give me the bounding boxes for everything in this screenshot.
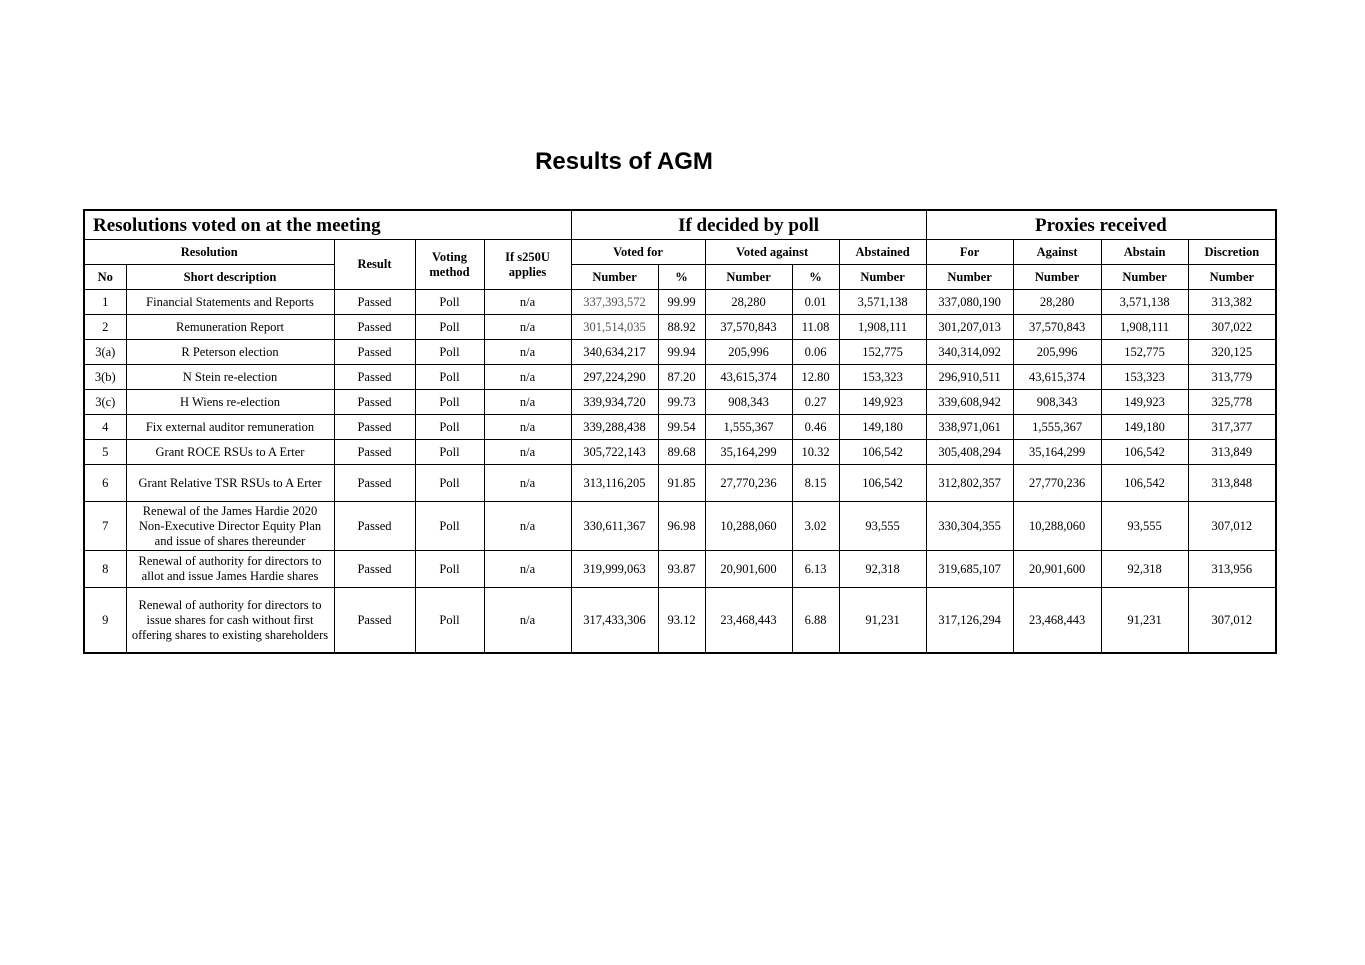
- voting-method-cell: Poll: [415, 315, 484, 340]
- proxy-for-cell: 340,314,092: [926, 340, 1013, 365]
- resolution-no: 3(a): [84, 340, 126, 365]
- proxy-discretion-cell: 313,382: [1188, 290, 1276, 315]
- group-resolutions-header: Resolutions voted on at the meeting: [84, 210, 571, 240]
- proxy-abstain-cell: 106,542: [1101, 465, 1188, 502]
- result-cell: Passed: [334, 315, 415, 340]
- proxy-for-cell: 317,126,294: [926, 588, 1013, 654]
- proxy-discretion-cell: 313,848: [1188, 465, 1276, 502]
- group-proxies-header: Proxies received: [926, 210, 1276, 240]
- proxy-against-cell: 27,770,236: [1013, 465, 1101, 502]
- resolution-description: Renewal of the James Hardie 2020 Non-Executive Director Equity Plan and issue of shares thereunder: [126, 502, 334, 551]
- abstained-number-cell: 93,555: [839, 502, 926, 551]
- voted-against-percent-header: %: [792, 265, 839, 290]
- table-row: [84, 502, 1276, 551]
- voted-for-number-cell: 301,514,035: [571, 315, 658, 340]
- proxy-discretion-cell: 313,849: [1188, 440, 1276, 465]
- voted-against-number-cell: 37,570,843: [705, 315, 792, 340]
- abstained-number-cell: 152,775: [839, 340, 926, 365]
- voted-for-number-cell: 339,934,720: [571, 390, 658, 415]
- resolution-description: R Peterson election: [126, 340, 334, 365]
- voted-against-percent-cell: 0.27: [792, 390, 839, 415]
- voting-method-cell: Poll: [415, 290, 484, 315]
- group-poll-header: If decided by poll: [571, 210, 926, 240]
- result-cell: Passed: [334, 365, 415, 390]
- result-header: Result: [334, 240, 415, 290]
- abstained-number-cell: 149,180: [839, 415, 926, 440]
- voted-for-number-cell: 339,288,438: [571, 415, 658, 440]
- voted-against-number-cell: 205,996: [705, 340, 792, 365]
- table-row: [84, 315, 1276, 340]
- no-header: No: [84, 265, 126, 290]
- resolution-no: 6: [84, 465, 126, 502]
- s250u-cell: n/a: [484, 340, 571, 365]
- proxy-discretion-cell: 317,377: [1188, 415, 1276, 440]
- voted-for-percent-header: %: [658, 265, 705, 290]
- voted-against-number-cell: 43,615,374: [705, 365, 792, 390]
- s250u-cell: n/a: [484, 465, 571, 502]
- group-header-row: [84, 210, 1276, 240]
- proxy-against-cell: 28,280: [1013, 290, 1101, 315]
- voted-for-percent-cell: 93.12: [658, 588, 705, 654]
- voted-against-number-cell: 35,164,299: [705, 440, 792, 465]
- result-cell: Passed: [334, 502, 415, 551]
- proxy-against-cell: 35,164,299: [1013, 440, 1101, 465]
- voted-for-number-cell: 305,722,143: [571, 440, 658, 465]
- s250u-cell: n/a: [484, 315, 571, 340]
- voted-against-number-cell: 1,555,367: [705, 415, 792, 440]
- proxy-discretion-cell: 307,012: [1188, 502, 1276, 551]
- resolution-no: 8: [84, 551, 126, 588]
- table-row: [84, 415, 1276, 440]
- s250u-cell: n/a: [484, 502, 571, 551]
- abstained-number-header: Number: [839, 265, 926, 290]
- unit-header-row: [84, 265, 1276, 290]
- voting-method-cell: Poll: [415, 502, 484, 551]
- proxy-for-number-header: Number: [926, 265, 1013, 290]
- table-row: [84, 465, 1276, 502]
- voted-for-percent-cell: 87.20: [658, 365, 705, 390]
- abstained-number-cell: 1,908,111: [839, 315, 926, 340]
- voted-against-number-cell: 20,901,600: [705, 551, 792, 588]
- voted-against-header: Voted against: [705, 240, 839, 265]
- resolution-no: 1: [84, 290, 126, 315]
- result-cell: Passed: [334, 415, 415, 440]
- abstained-number-cell: 106,542: [839, 440, 926, 465]
- voted-for-number-cell: 313,116,205: [571, 465, 658, 502]
- resolution-no: 3(b): [84, 365, 126, 390]
- proxy-for-cell: 305,408,294: [926, 440, 1013, 465]
- voted-for-percent-cell: 93.87: [658, 551, 705, 588]
- s250u-header: If s250U applies: [484, 240, 571, 290]
- voting-method-cell: Poll: [415, 390, 484, 415]
- voted-against-percent-cell: 0.01: [792, 290, 839, 315]
- resolution-no: 3(c): [84, 390, 126, 415]
- voted-against-number-header: Number: [705, 265, 792, 290]
- voted-for-number-cell: 297,224,290: [571, 365, 658, 390]
- s250u-cell: n/a: [484, 290, 571, 315]
- proxy-for-cell: 301,207,013: [926, 315, 1013, 340]
- proxy-for-cell: 338,971,061: [926, 415, 1013, 440]
- page-title: Results of AGM: [535, 148, 713, 175]
- resolution-no: 2: [84, 315, 126, 340]
- voting-method-cell: Poll: [415, 365, 484, 390]
- voted-for-header: Voted for: [571, 240, 705, 265]
- proxy-abstain-header: Abstain: [1101, 240, 1188, 265]
- proxy-against-cell: 37,570,843: [1013, 315, 1101, 340]
- table-row: [84, 390, 1276, 415]
- voting-method-cell: Poll: [415, 588, 484, 654]
- proxy-abstain-cell: 91,231: [1101, 588, 1188, 654]
- proxy-for-cell: 319,685,107: [926, 551, 1013, 588]
- proxy-against-cell: 43,615,374: [1013, 365, 1101, 390]
- resolution-no: 7: [84, 502, 126, 551]
- proxy-abstain-cell: 152,775: [1101, 340, 1188, 365]
- proxy-abstain-cell: 149,180: [1101, 415, 1188, 440]
- proxy-for-cell: 337,080,190: [926, 290, 1013, 315]
- proxy-abstain-cell: 149,923: [1101, 390, 1188, 415]
- abstained-header: Abstained: [839, 240, 926, 265]
- voted-against-percent-cell: 12.80: [792, 365, 839, 390]
- proxy-discretion-cell: 307,012: [1188, 588, 1276, 654]
- voted-for-percent-cell: 89.68: [658, 440, 705, 465]
- proxy-abstain-cell: 153,323: [1101, 365, 1188, 390]
- agm-results-table: [83, 209, 1277, 654]
- s250u-cell: n/a: [484, 588, 571, 654]
- voted-for-percent-cell: 91.85: [658, 465, 705, 502]
- voted-against-percent-cell: 3.02: [792, 502, 839, 551]
- voted-against-number-cell: 23,468,443: [705, 588, 792, 654]
- abstained-number-cell: 149,923: [839, 390, 926, 415]
- resolution-no: 9: [84, 588, 126, 654]
- s250u-cell: n/a: [484, 415, 571, 440]
- proxy-for-cell: 339,608,942: [926, 390, 1013, 415]
- voted-against-number-cell: 908,343: [705, 390, 792, 415]
- resolution-no: 5: [84, 440, 126, 465]
- voting-method-cell: Poll: [415, 340, 484, 365]
- voted-for-percent-cell: 99.73: [658, 390, 705, 415]
- resolution-no: 4: [84, 415, 126, 440]
- voted-against-percent-cell: 0.06: [792, 340, 839, 365]
- proxy-discretion-cell: 325,778: [1188, 390, 1276, 415]
- result-cell: Passed: [334, 465, 415, 502]
- voted-for-number-cell: 340,634,217: [571, 340, 658, 365]
- voted-against-percent-cell: 6.13: [792, 551, 839, 588]
- voted-for-percent-cell: 88.92: [658, 315, 705, 340]
- voting-method-cell: Poll: [415, 415, 484, 440]
- proxy-abstain-cell: 106,542: [1101, 440, 1188, 465]
- proxy-for-header: For: [926, 240, 1013, 265]
- s250u-cell: n/a: [484, 390, 571, 415]
- result-cell: Passed: [334, 340, 415, 365]
- proxy-abstain-cell: 93,555: [1101, 502, 1188, 551]
- voted-against-number-cell: 27,770,236: [705, 465, 792, 502]
- voting-method-cell: Poll: [415, 440, 484, 465]
- voted-for-number-cell: 319,999,063: [571, 551, 658, 588]
- result-cell: Passed: [334, 551, 415, 588]
- proxy-discretion-cell: 320,125: [1188, 340, 1276, 365]
- voted-for-number-cell: 330,611,367: [571, 502, 658, 551]
- proxy-discretion-number-header: Number: [1188, 265, 1276, 290]
- voted-for-number-cell: 317,433,306: [571, 588, 658, 654]
- voted-against-percent-cell: 0.46: [792, 415, 839, 440]
- voted-for-percent-cell: 96.98: [658, 502, 705, 551]
- resolution-description: N Stein re-election: [126, 365, 334, 390]
- voted-for-number-cell: 337,393,572: [571, 290, 658, 315]
- voted-for-percent-cell: 99.54: [658, 415, 705, 440]
- resolution-header: Resolution: [84, 240, 334, 265]
- proxy-abstain-cell: 92,318: [1101, 551, 1188, 588]
- proxy-against-cell: 20,901,600: [1013, 551, 1101, 588]
- s250u-cell: n/a: [484, 440, 571, 465]
- resolution-description: Remuneration Report: [126, 315, 334, 340]
- proxy-abstain-cell: 1,908,111: [1101, 315, 1188, 340]
- voted-against-percent-cell: 11.08: [792, 315, 839, 340]
- voted-against-percent-cell: 10.32: [792, 440, 839, 465]
- proxy-for-cell: 330,304,355: [926, 502, 1013, 551]
- table-row: [84, 551, 1276, 588]
- resolution-description: Fix external auditor remuneration: [126, 415, 334, 440]
- s250u-cell: n/a: [484, 551, 571, 588]
- proxy-for-cell: 296,910,511: [926, 365, 1013, 390]
- abstained-number-cell: 92,318: [839, 551, 926, 588]
- proxy-discretion-header: Discretion: [1188, 240, 1276, 265]
- abstained-number-cell: 153,323: [839, 365, 926, 390]
- table-row: [84, 340, 1276, 365]
- voting-method-header: Voting method: [415, 240, 484, 290]
- table-row: [84, 365, 1276, 390]
- voted-against-number-cell: 28,280: [705, 290, 792, 315]
- table-row: [84, 440, 1276, 465]
- proxy-against-cell: 23,468,443: [1013, 588, 1101, 654]
- result-cell: Passed: [334, 440, 415, 465]
- table-row: [84, 588, 1276, 654]
- proxy-against-cell: 205,996: [1013, 340, 1101, 365]
- proxy-against-header: Against: [1013, 240, 1101, 265]
- result-cell: Passed: [334, 588, 415, 654]
- proxy-against-cell: 1,555,367: [1013, 415, 1101, 440]
- proxy-discretion-cell: 307,022: [1188, 315, 1276, 340]
- result-cell: Passed: [334, 290, 415, 315]
- proxy-against-cell: 10,288,060: [1013, 502, 1101, 551]
- voting-method-cell: Poll: [415, 551, 484, 588]
- resolution-description: Financial Statements and Reports: [126, 290, 334, 315]
- resolution-description: H Wiens re-election: [126, 390, 334, 415]
- proxy-discretion-cell: 313,956: [1188, 551, 1276, 588]
- voting-method-cell: Poll: [415, 465, 484, 502]
- voted-for-percent-cell: 99.99: [658, 290, 705, 315]
- voted-against-number-cell: 10,288,060: [705, 502, 792, 551]
- voted-against-percent-cell: 8.15: [792, 465, 839, 502]
- short-description-header: Short description: [126, 265, 334, 290]
- result-cell: Passed: [334, 390, 415, 415]
- resolution-description: Grant ROCE RSUs to A Erter: [126, 440, 334, 465]
- voted-for-number-header: Number: [571, 265, 658, 290]
- resolution-description: Renewal of authority for directors to allot and issue James Hardie shares: [126, 551, 334, 588]
- proxy-against-number-header: Number: [1013, 265, 1101, 290]
- proxy-against-cell: 908,343: [1013, 390, 1101, 415]
- s250u-cell: n/a: [484, 365, 571, 390]
- resolution-description: Renewal of authority for directors to issue shares for cash without first offering shares to existing shareholders: [126, 588, 334, 654]
- proxy-abstain-number-header: Number: [1101, 265, 1188, 290]
- abstained-number-cell: 91,231: [839, 588, 926, 654]
- proxy-discretion-cell: 313,779: [1188, 365, 1276, 390]
- proxy-for-cell: 312,802,357: [926, 465, 1013, 502]
- proxy-abstain-cell: 3,571,138: [1101, 290, 1188, 315]
- voted-against-percent-cell: 6.88: [792, 588, 839, 654]
- resolution-description: Grant Relative TSR RSUs to A Erter: [126, 465, 334, 502]
- abstained-number-cell: 106,542: [839, 465, 926, 502]
- sub-header-row: [84, 240, 1276, 265]
- voted-for-percent-cell: 99.94: [658, 340, 705, 365]
- abstained-number-cell: 3,571,138: [839, 290, 926, 315]
- table-row: [84, 290, 1276, 315]
